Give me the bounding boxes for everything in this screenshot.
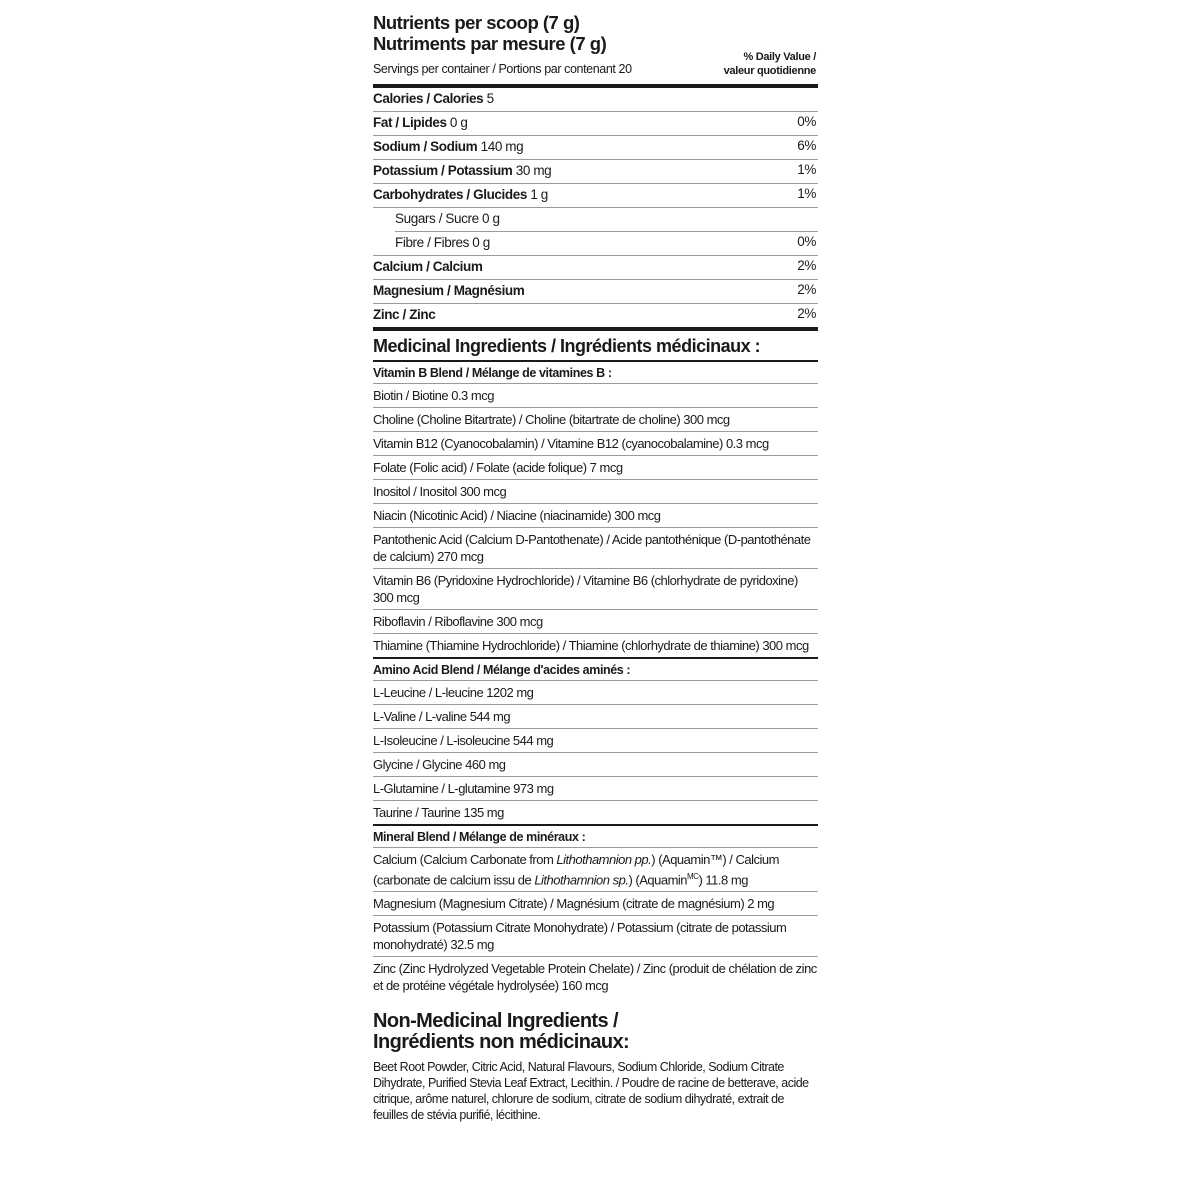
mineral-blend-heading: Mineral Blend / Mélange de minéraux :: [373, 830, 586, 844]
nutrient-label: Calcium / Calcium: [373, 259, 483, 274]
ingredient-row: L-Isoleucine / L-isoleucine 544 mg: [373, 733, 554, 748]
daily-value-en: % Daily Value /: [743, 51, 816, 63]
ingredient-row: Potassium (Potassium Citrate Monohydrate) / Potassium (citrate de potassium monohydraté) 32.5 mg: [373, 920, 787, 953]
non-medicinal-heading-en: Non-Medicinal Ingredients /: [373, 1010, 618, 1033]
ingredient-row: Biotin / Biotine 0.3 mcg: [373, 388, 494, 403]
nutrition-facts-label: [373, 12, 818, 1123]
ingredient-row: Riboflavin / Riboflavine 300 mcg: [373, 614, 543, 629]
non-medicinal-heading: [373, 1011, 818, 1053]
label-header: [373, 12, 818, 78]
medicinal-ingredients-heading: Medicinal Ingredients / Ingrédients médicinaux :: [373, 336, 761, 356]
ingredient-row: Niacin (Nicotinic Acid) / Niacine (niacinamide) 300 mcg: [373, 508, 661, 523]
ingredient-row-calcium: [373, 848, 818, 891]
daily-value-fr: valeur quotidienne: [723, 65, 816, 77]
nutrient-dv: 1%: [797, 186, 816, 201]
nutrient-dv: 6%: [797, 138, 816, 153]
daily-value-heading: [724, 50, 816, 78]
ingredient-row: Glycine / Glycine 460 mg: [373, 757, 506, 772]
nutrient-label: Fibre / Fibres 0 g: [395, 235, 490, 250]
ingredient-row: L-Glutamine / L-glutamine 973 mg: [373, 781, 554, 796]
nutrient-row-calcium: [373, 256, 818, 279]
ingredient-row: Vitamin B6 (Pyridoxine Hydrochloride) / Vitamine B6 (chlorhydrate de pyridoxine) 300 mcg: [373, 573, 798, 605]
vitamin-b-blend-heading: Vitamin B Blend / Mélange de vitamines B :: [373, 366, 612, 380]
calcium-text: Calcium (Calcium Carbonate from: [373, 852, 557, 867]
nutrient-table: [373, 88, 818, 327]
ingredient-row: Taurine / Taurine 135 mg: [373, 805, 504, 820]
ingredient-row: Magnesium (Magnesium Citrate) / Magnésium (citrate de magnésium) 2 mg: [373, 896, 775, 912]
nutrient-row-calories: [373, 88, 818, 111]
ingredient-row: L-Leucine / L-leucine 1202 mg: [373, 685, 534, 700]
nutrient-row-fibre: [373, 232, 818, 255]
nutrient-row-potassium: [373, 160, 818, 183]
nutrient-dv: 0%: [797, 114, 816, 129]
nutrient-label: Fat / Lipides: [373, 115, 447, 130]
calcium-source-italic: Lithothamnion pp.: [556, 852, 652, 867]
servings-per-container: Servings per container / Portions par contenant 20: [373, 62, 632, 76]
calcium-source-italic: Lithothamnion sp.: [534, 872, 629, 888]
nutrient-dv: 1%: [797, 162, 816, 177]
amino-acid-blend-heading: Amino Acid Blend / Mélange d'acides aminés :: [373, 663, 631, 677]
ingredient-row: Inositol / Inositol 300 mcg: [373, 484, 507, 499]
nutrient-label: Calories / Calories: [373, 91, 484, 106]
nutrient-label: Magnesium / Magnésium: [373, 283, 525, 298]
ingredient-row: Folate (Folic acid) / Folate (acide folique) 7 mcg: [373, 460, 623, 475]
nutrient-dv: 2%: [797, 258, 816, 273]
nutrient-amount: 0 g: [449, 115, 468, 130]
nutrient-dv: 0%: [797, 234, 816, 249]
ingredient-row: L-Valine / L-valine 544 mg: [373, 709, 511, 724]
nutrient-dv: 2%: [797, 282, 816, 297]
nutrient-amount: 30 mg: [515, 163, 552, 178]
ingredient-row: Pantothenic Acid (Calcium D-Pantothenate) / Acide pantothénique (D-pantothénate de calcium) 270 mcg: [373, 532, 811, 564]
nutrient-amount: 140 mg: [480, 139, 524, 154]
nutrient-dv: 2%: [797, 306, 816, 321]
non-medicinal-ingredients-text: Beet Root Powder, Citric Acid, Natural Flavours, Sodium Chloride, Sodium Citrate Dihydrate, Purified Stevia Leaf Extract, Lecithin. / Poudre de racine de betterave, acide citrique, arôme naturel, chlorure de sodium, citrate de sodium dihydraté, extrait de feuilles de stévia purifié, lécithine.: [373, 1060, 809, 1123]
ingredient-row: Zinc (Zinc Hydrolyzed Vegetable Protein Chelate) / Zinc (produit de chélation de zinc et de protéine végétale hydrolysée) 160 mcg: [373, 961, 817, 994]
calcium-text: ) (Aquamin™) / Calcium (carbonate de calcium issu de: [373, 852, 779, 888]
nutrient-row-sugars: [373, 208, 818, 231]
nutrient-amount: 5: [486, 91, 494, 106]
nutrient-label: Potassium / Potassium: [373, 163, 513, 178]
nutrient-row-fat: [373, 112, 818, 135]
ingredient-row: Choline (Choline Bitartrate) / Choline (bitartrate de choline) 300 mcg: [373, 412, 730, 427]
ingredient-row: Thiamine (Thiamine Hydrochloride) / Thiamine (chlorhydrate de thiamine) 300 mcg: [373, 638, 809, 653]
nutrient-row-zinc: [373, 304, 818, 327]
non-medicinal-heading-fr: Ingrédients non médicinaux:: [373, 1031, 630, 1054]
nutrient-label: Sugars / Sucre 0 g: [395, 211, 500, 226]
trademark-mark: MC: [687, 872, 699, 881]
nutrient-row-sodium: [373, 136, 818, 159]
nutrient-label: Zinc / Zinc: [373, 307, 436, 322]
nutrient-amount: 1 g: [530, 187, 548, 202]
calcium-text: ) 11.8 mg: [698, 872, 748, 888]
title-en: Nutrients per scoop (7 g): [373, 12, 580, 33]
nutrient-label: Sodium / Sodium: [373, 139, 478, 154]
calcium-text: ) (Aquamin: [628, 872, 688, 888]
nutrient-row-carbohydrates: [373, 184, 818, 207]
title-fr: Nutriments par mesure (7 g): [373, 33, 607, 54]
nutrient-row-magnesium: [373, 280, 818, 303]
servings-row: [373, 51, 818, 78]
nutrient-label: Carbohydrates / Glucides: [373, 187, 527, 202]
ingredient-row: Vitamin B12 (Cyanocobalamin) / Vitamine B12 (cyanocobalamine) 0.3 mcg: [373, 436, 769, 451]
